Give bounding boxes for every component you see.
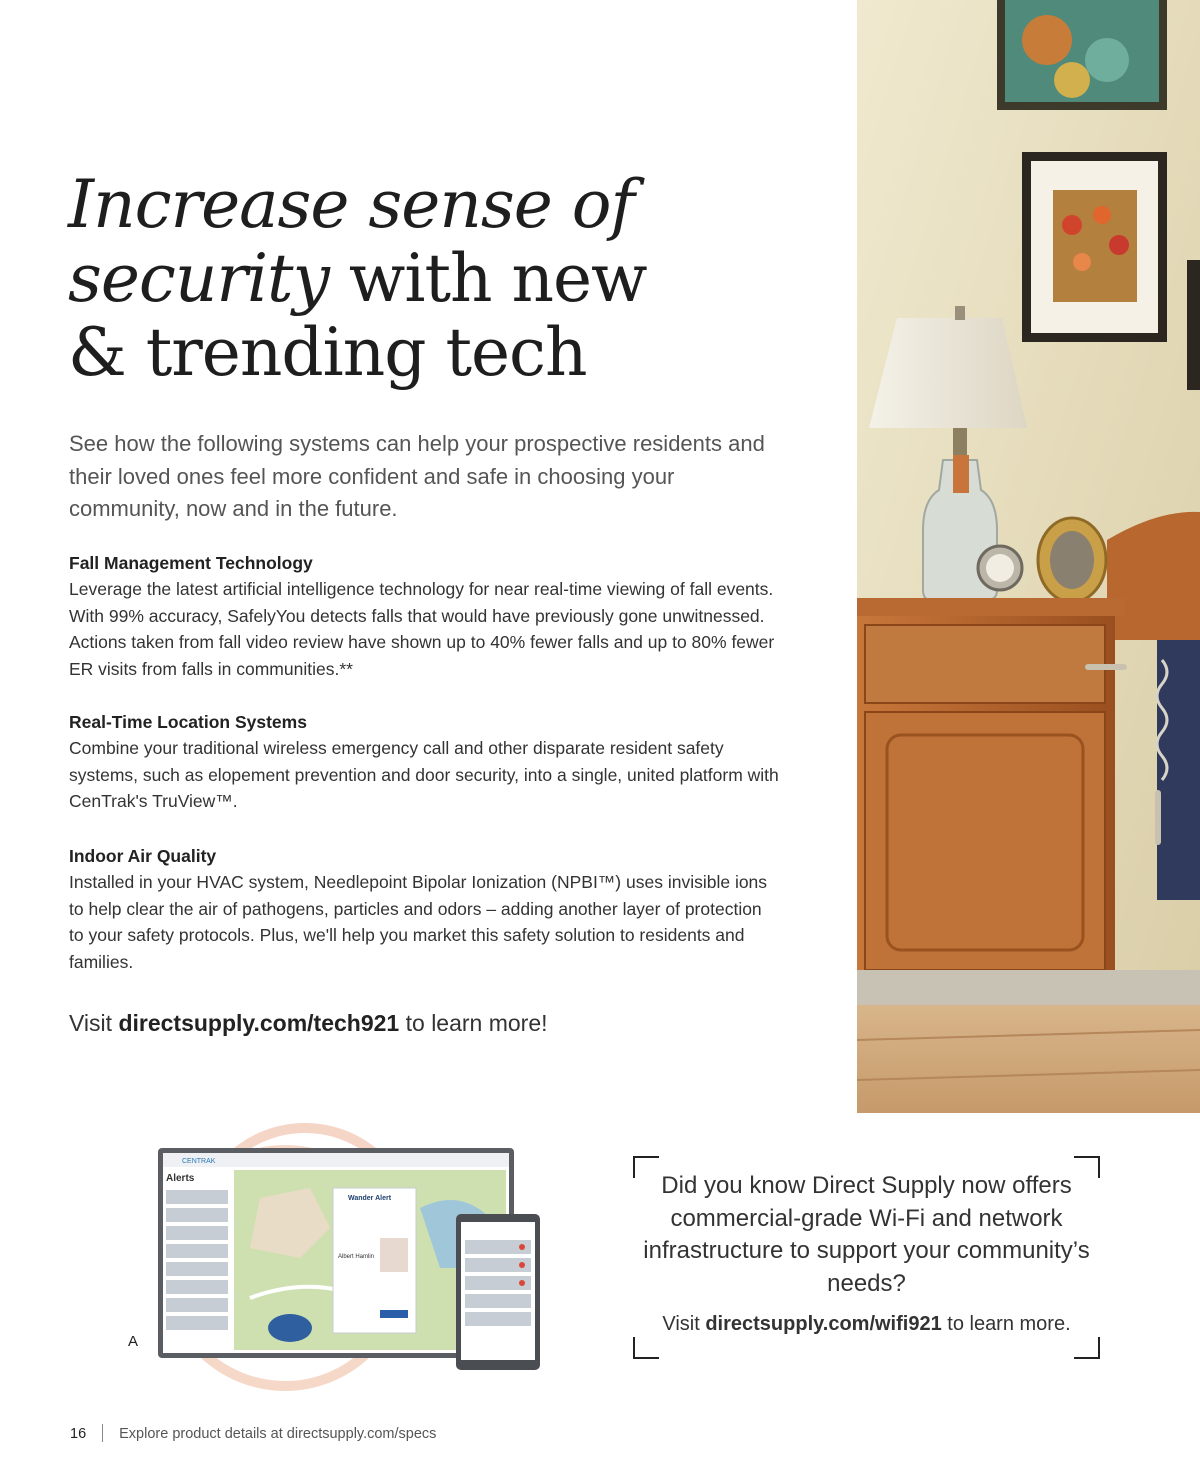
section-body: Installed in your HVAC system, Needlepoint Bipolar Ionization (NPBI™) uses invisible ions to help clear the air of pathogens, particles and odors – adding another layer of protection to your safety protocols. Plus, we'll help you market this safety solution to residents and families. (69, 872, 768, 972)
footer-text: Explore product details at directsupply.com/specs (119, 1426, 437, 1442)
footer-divider (102, 1424, 103, 1442)
wander-alert-title: Wander Alert (348, 1195, 392, 1202)
resident-name: Albert Hamlin (338, 1254, 375, 1260)
headline-italic-2: security (68, 240, 329, 317)
headline-rest-2: with new (328, 240, 647, 317)
image-label-a: A (128, 1333, 139, 1350)
callout-visit-line (633, 1311, 1100, 1337)
page-number: 16 (70, 1426, 87, 1442)
section-air-quality (69, 843, 779, 975)
alerts-title: Alerts (166, 1173, 195, 1184)
headline-italic-1: Increase sense of (68, 166, 634, 243)
headline-line-3: & trending tech (68, 314, 587, 391)
intro-paragraph: See how the following systems can help your prospective residents and their loved ones feel more confident and safe in choosing your community, now and in the future. (69, 431, 765, 521)
section-location-systems (69, 709, 779, 815)
bedroom-nightstand-photo (857, 0, 1200, 1113)
corner-bracket (1074, 1337, 1100, 1359)
visit-prefix: Visit (69, 1010, 119, 1036)
visit-link[interactable]: directsupply.com/tech921 (118, 1010, 400, 1036)
section-title: Indoor Air Quality (69, 846, 217, 866)
brand-text: CENTRAK (182, 1158, 216, 1165)
section-fall-management (69, 550, 779, 682)
visit-line (69, 1008, 548, 1038)
callout-link[interactable]: directsupply.com/wifi921 (705, 1313, 942, 1335)
page-footer (70, 1424, 436, 1442)
wifi-callout (633, 1156, 1100, 1359)
section-title: Fall Management Technology (69, 553, 313, 573)
callout-suffix: to learn more. (941, 1313, 1071, 1335)
page-headline (68, 168, 768, 390)
section-title: Real-Time Location Systems (69, 712, 307, 732)
centrak-device-illustration (150, 1118, 550, 1398)
callout-prefix: Visit (662, 1313, 706, 1335)
corner-bracket (633, 1337, 659, 1359)
section-body: Combine your traditional wireless emergency call and other disparate resident safety systems, such as elopement prevention and door security, into a single, united platform with CenTrak's TruView™. (69, 738, 779, 811)
visit-suffix: to learn more! (399, 1010, 548, 1036)
section-body: Leverage the latest artificial intelligence technology for near real-time viewing of fall events. With 99% accuracy, SafelyYou detects falls that would have previously gone unwitnessed. Actions taken from fall video review have shown up to 40% fewer falls and up to 80% fewer ER visits from falls in communities.** (69, 579, 775, 679)
callout-question: Did you know Direct Supply now offers commercial-grade Wi-Fi and network infrastructure to support your community’s needs? (643, 1172, 1090, 1297)
